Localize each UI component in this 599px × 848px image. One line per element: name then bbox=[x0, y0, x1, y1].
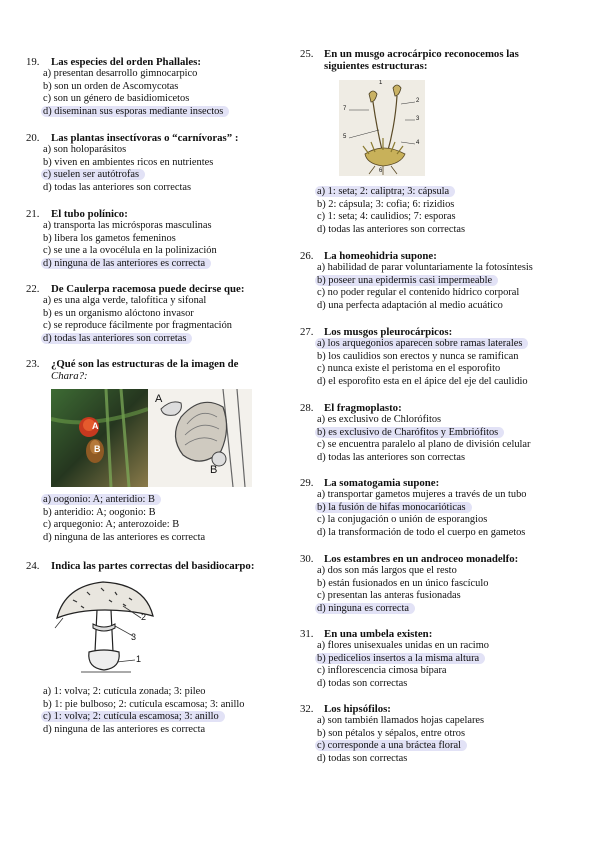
option-list bbox=[300, 186, 599, 236]
option-list bbox=[300, 414, 599, 464]
question-number: 31. bbox=[300, 628, 314, 640]
option-c[interactable]: c) 1: volva; 2: cutícula escamosa; 3: anillo bbox=[43, 711, 300, 724]
question-title: ¿Qué son las estructuras de la imagen de bbox=[51, 358, 239, 370]
moss-illustration bbox=[339, 80, 425, 176]
question-21 bbox=[0, 208, 300, 270]
option-b[interactable]: b) 1: pie bulboso; 2: cutícula escamosa; 3: anillo bbox=[43, 698, 245, 710]
chara-photo-illustration bbox=[51, 389, 252, 487]
question-title: En una umbela existen: bbox=[324, 628, 433, 640]
option-c[interactable]: c) se une a la ovocélula en la polinización bbox=[43, 245, 217, 257]
option-c[interactable]: c) corresponde a una bráctea floral bbox=[317, 740, 599, 753]
figure-label-2: 2 bbox=[416, 98, 420, 104]
option-d[interactable]: d) el esporofito esta en el ápice del eje del caulidio bbox=[317, 375, 528, 387]
question-number: 25. bbox=[300, 48, 314, 60]
option-c[interactable]: c) presentan las anteras fusionadas bbox=[317, 590, 461, 602]
option-list bbox=[300, 640, 599, 690]
basidiocarp-figure bbox=[51, 578, 157, 678]
figure-label-1: 1 bbox=[136, 654, 142, 664]
question-title: En un musgo acrocárpico reconocemos las bbox=[324, 48, 519, 60]
question-number: 24. bbox=[26, 560, 40, 572]
option-c[interactable]: c) la conjugación o unión de esporangios bbox=[317, 514, 488, 526]
question-title: El fragmoplasto: bbox=[324, 402, 402, 414]
figure-label-7: 7 bbox=[343, 106, 347, 112]
option-a[interactable]: a) presentan desarrollo gimnocarpico bbox=[43, 68, 198, 79]
option-list bbox=[300, 489, 599, 539]
option-b[interactable]: b) pedicelios insertos a la misma altura bbox=[317, 653, 599, 666]
question-number: 29. bbox=[300, 477, 314, 489]
option-a[interactable]: a) transportar gametos mujeres a través de un tubo bbox=[317, 489, 527, 500]
option-d[interactable]: d) todas son correctas bbox=[317, 677, 408, 689]
option-a[interactable]: a) flores unisexuales unidas en un racimo bbox=[317, 640, 489, 651]
question-title: Indica las partes correctas del basidiocarpo: bbox=[51, 560, 255, 572]
option-d[interactable]: d) la transformación de todo el cuerpo en gametos bbox=[317, 526, 526, 538]
option-c[interactable]: c) suelen ser autótrofas bbox=[43, 169, 300, 182]
option-d[interactable]: d) todas las anteriores son correctas bbox=[317, 223, 466, 235]
question-number: 23. bbox=[26, 358, 40, 370]
option-a[interactable]: a) dos son más largos que el resto bbox=[317, 565, 457, 576]
question-title: De Caulerpa racemosa puede decirse que: bbox=[51, 283, 245, 295]
option-list bbox=[300, 262, 599, 312]
question-number: 20. bbox=[26, 132, 40, 144]
option-b[interactable]: b) son un orden de Ascomycotas bbox=[43, 80, 179, 92]
option-a[interactable]: a) oogonio: A; anteridio: B bbox=[43, 494, 300, 507]
question-number: 19. bbox=[26, 56, 40, 68]
option-a[interactable]: a) 1: seta; 2: caliptra; 3: cápsula bbox=[317, 186, 599, 199]
option-c[interactable]: c) arquegonio: A; anterozoide: B bbox=[43, 519, 180, 531]
question-25 bbox=[300, 48, 599, 235]
question-32 bbox=[300, 703, 599, 765]
question-title: Las especies del orden Phallales: bbox=[51, 56, 201, 68]
question-26 bbox=[300, 250, 599, 312]
option-b[interactable]: b) 2: cápsula; 3: cofia; 6: rizidios bbox=[317, 198, 455, 210]
figure-label-6: 6 bbox=[379, 168, 383, 174]
option-d[interactable]: d) todas son correctas bbox=[317, 752, 408, 764]
option-d[interactable]: d) todas las anteriores son corretas bbox=[43, 333, 300, 346]
option-b[interactable]: b) viven en ambientes ricos en nutrientes bbox=[43, 156, 214, 168]
option-d[interactable]: d) todas las anteriores son correctas bbox=[43, 181, 192, 193]
question-title: La somatogamia supone: bbox=[324, 477, 440, 489]
question-number: 22. bbox=[26, 283, 40, 295]
option-list bbox=[300, 338, 599, 388]
option-a[interactable]: a) es exclusivo de Chlorófitos bbox=[317, 414, 442, 425]
option-list bbox=[300, 715, 599, 765]
option-a[interactable]: a) son holoparásitos bbox=[43, 144, 127, 155]
option-b[interactable]: b) son pétalos y sépalos, entre otros bbox=[317, 727, 466, 739]
figure-label-a-drawing: A bbox=[155, 393, 163, 405]
option-a[interactable]: a) transporta las micrósporas masculinas bbox=[43, 220, 212, 231]
question-24 bbox=[0, 560, 300, 735]
option-b[interactable]: b) la fusión de hifas monocarióticas bbox=[317, 502, 599, 515]
option-c[interactable]: c) se encuentra paralelo al plano de división celular bbox=[317, 439, 531, 451]
option-d[interactable]: d) ninguna es correcta bbox=[317, 603, 599, 616]
option-b[interactable]: b) los caulidios son erectos y nunca se ramifican bbox=[317, 350, 519, 362]
option-d[interactable]: d) ninguna de las anteriores es correcta bbox=[43, 531, 206, 543]
option-d[interactable]: d) ninguna de las anteriores es correcta bbox=[43, 723, 206, 735]
option-a[interactable]: a) 1: volva; 2: cutícula zonada; 3: pileo bbox=[43, 686, 206, 697]
figure-label-a-photo: A bbox=[92, 421, 99, 431]
question-title: Las plantas insectívoras o “carnívoras” : bbox=[51, 132, 239, 144]
option-c[interactable]: c) son un género de basidiomicetos bbox=[43, 93, 190, 105]
question-28 bbox=[300, 402, 599, 464]
question-number: 30. bbox=[300, 553, 314, 565]
option-a[interactable]: a) es una alga verde, talofítica y sifonal bbox=[43, 295, 207, 306]
option-c[interactable]: c) se reproduce fácilmente por fragmentación bbox=[43, 320, 232, 332]
question-number: 28. bbox=[300, 402, 314, 414]
question-20 bbox=[0, 132, 300, 194]
question-number: 21. bbox=[26, 208, 40, 220]
figure-label-3: 3 bbox=[131, 632, 137, 642]
question-title: Los musgos pleurocárpicos: bbox=[324, 326, 453, 338]
option-b[interactable]: b) es exclusivo de Charófitos y Embriófitos bbox=[317, 427, 599, 440]
option-a[interactable]: a) son también llamados hojas capelares bbox=[317, 715, 485, 726]
moss-figure bbox=[339, 80, 425, 176]
question-27 bbox=[300, 326, 599, 388]
question-title: La homeohidria supone: bbox=[324, 250, 437, 262]
option-b[interactable]: b) poseer una epidermis casi impermeable bbox=[317, 275, 599, 288]
chara-figure bbox=[51, 389, 252, 487]
option-d[interactable]: d) una perfecta adaptación al medio acuático bbox=[317, 299, 503, 311]
figure-label-4: 4 bbox=[416, 140, 420, 146]
question-title-line2: Chara?: bbox=[51, 370, 88, 382]
option-list bbox=[0, 295, 300, 345]
question-number: 27. bbox=[300, 326, 314, 338]
option-list bbox=[0, 494, 300, 544]
figure-label-5: 5 bbox=[343, 134, 347, 140]
question-22 bbox=[0, 283, 300, 345]
question-30 bbox=[300, 553, 599, 615]
figure-label-3: 3 bbox=[416, 116, 420, 122]
figure-label-b-photo: B bbox=[94, 444, 101, 454]
option-list bbox=[0, 68, 300, 118]
option-d[interactable]: d) todas las anteriores son correctas bbox=[317, 451, 466, 463]
option-b[interactable]: b) libera los gametos femeninos bbox=[43, 232, 176, 244]
question-number: 26. bbox=[300, 250, 314, 262]
figure-label-b-drawing: B bbox=[210, 464, 218, 476]
question-19 bbox=[0, 56, 300, 118]
question-number: 32. bbox=[300, 703, 314, 715]
question-23 bbox=[0, 358, 300, 543]
option-b[interactable]: b) están fusionados en un único fascículo bbox=[317, 577, 489, 589]
option-list bbox=[300, 565, 599, 615]
question-29 bbox=[300, 477, 599, 539]
option-b[interactable]: b) anteridio: A; oogonio: B bbox=[43, 506, 156, 518]
option-a[interactable]: a) los arquegonios aparecen sobre ramas laterales bbox=[317, 338, 599, 351]
option-d[interactable]: d) diseminan sus esporas mediante insectos bbox=[43, 106, 300, 119]
option-c[interactable]: c) no poder regular el contenido hídrico corporal bbox=[317, 287, 520, 299]
basidiocarp-illustration bbox=[51, 578, 157, 678]
option-list bbox=[0, 144, 300, 194]
option-d[interactable]: d) ninguna de las anteriores es correcta bbox=[43, 258, 300, 271]
question-title-line2: siguientes estructuras: bbox=[324, 60, 428, 72]
question-title: Los hipsófilos: bbox=[324, 703, 391, 715]
option-c[interactable]: c) inflorescencia cimosa bípara bbox=[317, 665, 447, 677]
figure-label-1: 1 bbox=[379, 80, 383, 86]
option-c[interactable]: c) 1: seta; 4: caulidios; 7: esporas bbox=[317, 211, 456, 223]
option-list bbox=[0, 686, 300, 736]
option-b[interactable]: b) es un organismo alóctono invasor bbox=[43, 307, 194, 319]
option-c[interactable]: c) nunca existe el peristoma en el esporofito bbox=[317, 363, 501, 375]
question-title: El tubo polínico: bbox=[51, 208, 128, 220]
option-a[interactable]: a) habilidad de parar voluntariamente la fotosíntesis bbox=[317, 262, 533, 273]
question-title: Los estambres en un androceo monadelfo: bbox=[324, 553, 519, 565]
figure-label-2: 2 bbox=[141, 612, 147, 622]
question-31 bbox=[300, 628, 599, 690]
option-list bbox=[0, 220, 300, 270]
